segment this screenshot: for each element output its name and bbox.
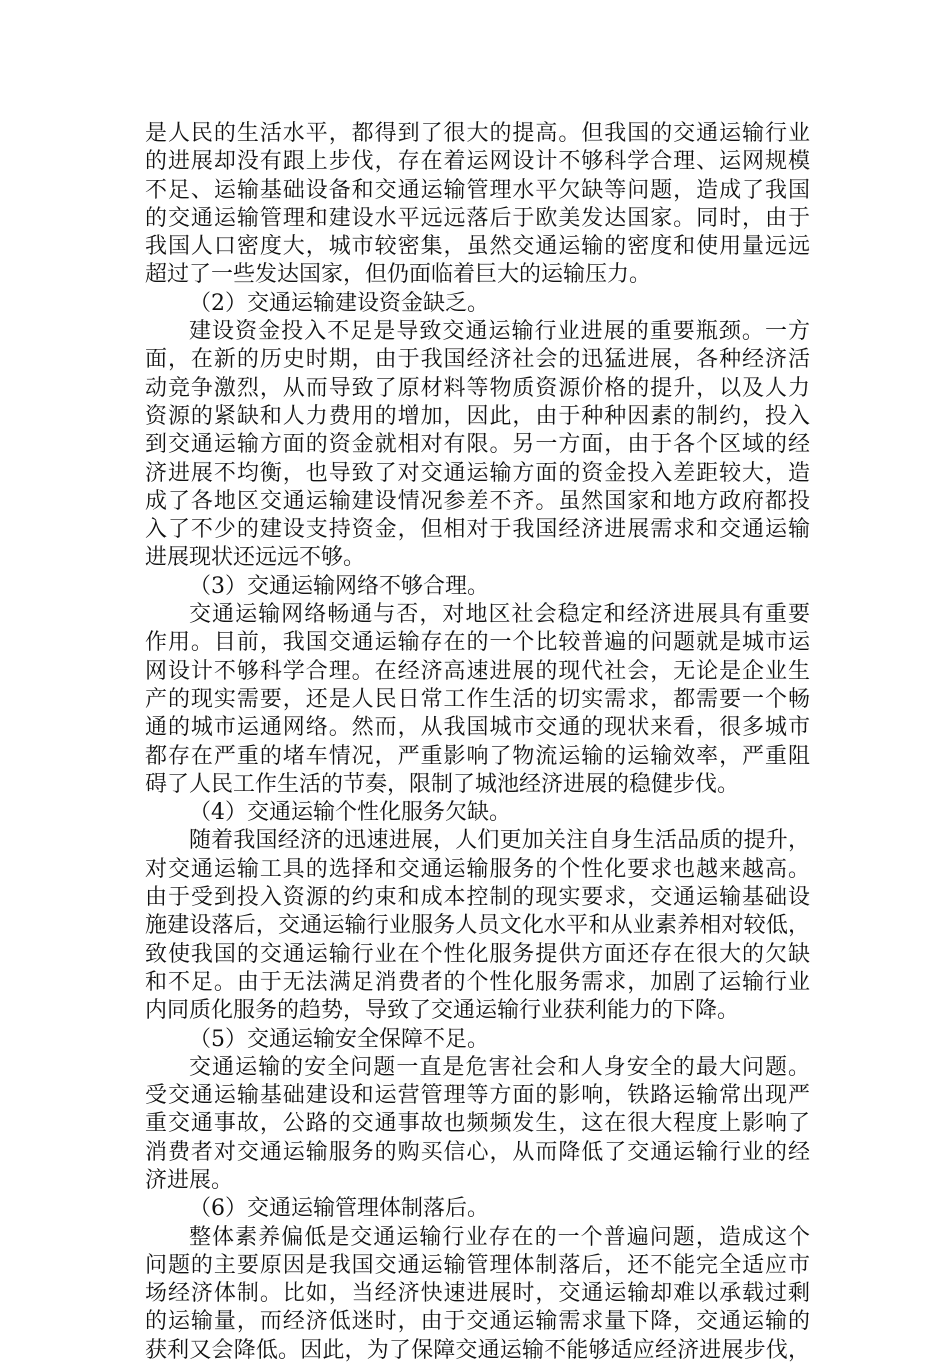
paragraph-line: 成了各地区交通运输建设情况参差不齐。虽然国家和地方政府都投 xyxy=(145,488,810,514)
paragraph-line: 资源的紧缺和人力费用的增加，因此，由于种种因素的制约，投入 xyxy=(145,403,810,429)
paragraph-line: 通的城市运通网络。然而，从我国城市交通的现状来看，很多城市 xyxy=(145,715,810,741)
paragraph-line: 进展现状还远远不够。 xyxy=(145,545,366,571)
paragraph-line: 施建设落后，交通运输行业服务人员文化水平和从业素养相对较低， xyxy=(145,913,810,939)
section-heading: （4）交通运输个性化服务欠缺。 xyxy=(189,800,511,826)
paragraph-line: 产的现实需要，还是人民日常工作生活的切实需求，都需要一个畅 xyxy=(145,686,810,712)
paragraph-line: 问题的主要原因是我国交通运输管理体制落后，还不能完全适应市 xyxy=(145,1252,810,1278)
paragraph-line: 随着我国经济的迅速进展，人们更加关注自身生活品质的提升， xyxy=(189,828,810,854)
paragraph-line: 和不足。由于无法满足消费者的个性化服务需求，加剧了运输行业 xyxy=(145,969,810,995)
paragraph-line: 的交通运输管理和建设水平远远落后于欧美发达国家。同时，由于 xyxy=(145,205,810,231)
section-heading: （3）交通运输网络不够合理。 xyxy=(189,573,489,599)
paragraph-line: 是人民的生活水平，都得到了很大的提高。但我国的交通运输行业 xyxy=(145,121,810,146)
paragraph-line: 内同质化服务的趋势，导致了交通运输行业获利能力的下降。 xyxy=(145,998,740,1024)
paragraph-line: 获利又会降低。因此，为了保障交通运输不能够适应经济进展步伐， xyxy=(145,1337,810,1363)
paragraph-line: 到交通运输方面的资金就相对有限。另一方面，由于各个区域的经 xyxy=(145,432,810,458)
paragraph-line: 重交通事故，公路的交通事故也频频发生，这在很大程度上影响了 xyxy=(145,1111,810,1137)
document-body xyxy=(145,120,810,1365)
paragraph-line: 济进展不均衡，也导致了对交通运输方面的资金投入差距较大，造 xyxy=(145,460,810,486)
paragraph-line: 碍了人民工作生活的节奏，限制了城池经济进展的稳健步伐。 xyxy=(145,771,740,797)
paragraph-line: 由于受到投入资源的约束和成本控制的现实要求，交通运输基础设 xyxy=(145,885,810,911)
paragraph-line: 建设资金投入不足是导致交通运输行业进展的重要瓶颈。一方 xyxy=(189,319,810,345)
paragraph-line: 交通运输的安全问题一直是危害社会和人身安全的最大问题。 xyxy=(189,1054,810,1080)
paragraph-line: 致使我国的交通运输行业在个性化服务提供方面还存在很大的欠缺 xyxy=(145,941,810,967)
paragraph-line: 我国人口密度大，城市较密集，虽然交通运输的密度和使用量远远 xyxy=(145,234,810,260)
paragraph-line: 不足、运输基础设备和交通运输管理水平欠缺等问题，造成了我国 xyxy=(145,177,810,203)
paragraph-line: 的进展却没有跟上步伐，存在着运网设计不够科学合理、运网规模 xyxy=(145,149,810,175)
paragraph-line: 网设计不够科学合理。在经济高速进展的现代社会，无论是企业生 xyxy=(145,658,810,684)
section-heading: （2）交通运输建设资金缺乏。 xyxy=(189,290,489,316)
paragraph-line: 面，在新的历史时期，由于我国经济社会的迅猛进展，各种经济活 xyxy=(145,347,810,373)
paragraph-line: 对交通运输工具的选择和交通运输服务的个性化要求也越来越高。 xyxy=(145,856,810,882)
paragraph-line: 超过了一些发达国家，但仍面临着巨大的运输压力。 xyxy=(145,262,652,288)
paragraph-line: 场经济体制。比如，当经济快速进展时，交通运输却难以承载过剩 xyxy=(145,1281,810,1307)
paragraph-line: 都存在严重的堵车情况，严重影响了物流运输的运输效率，严重阻 xyxy=(145,743,810,769)
paragraph-line: 交通运输网络畅通与否，对地区社会稳定和经济进展具有重要 xyxy=(189,602,810,628)
section-heading: （5）交通运输安全保障不足。 xyxy=(189,1026,489,1052)
paragraph-line: 的运输量，而经济低迷时，由于交通运输需求量下降，交通运输的 xyxy=(145,1309,810,1335)
paragraph-line: 作用。目前，我国交通运输存在的一个比较普遍的问题就是城市运 xyxy=(145,630,810,656)
paragraph-line: 济进展。 xyxy=(145,1167,234,1193)
section-heading: （6）交通运输管理体制落后。 xyxy=(189,1196,489,1222)
paragraph-line: 整体素养偏低是交通运输行业存在的一个普遍问题，造成这个 xyxy=(189,1224,810,1250)
paragraph-line: 动竞争激烈，从而导致了原材料等物质资源价格的提升，以及人力 xyxy=(145,375,810,401)
paragraph-line: 消费者对交通运输服务的购买信心，从而降低了交通运输行业的经 xyxy=(145,1139,810,1165)
paragraph-line: 受交通运输基础建设和运营管理等方面的影响，铁路运输常出现严 xyxy=(145,1083,810,1109)
paragraph-line: 入了不少的建设支持资金，但相对于我国经济进展需求和交通运输 xyxy=(145,517,810,543)
